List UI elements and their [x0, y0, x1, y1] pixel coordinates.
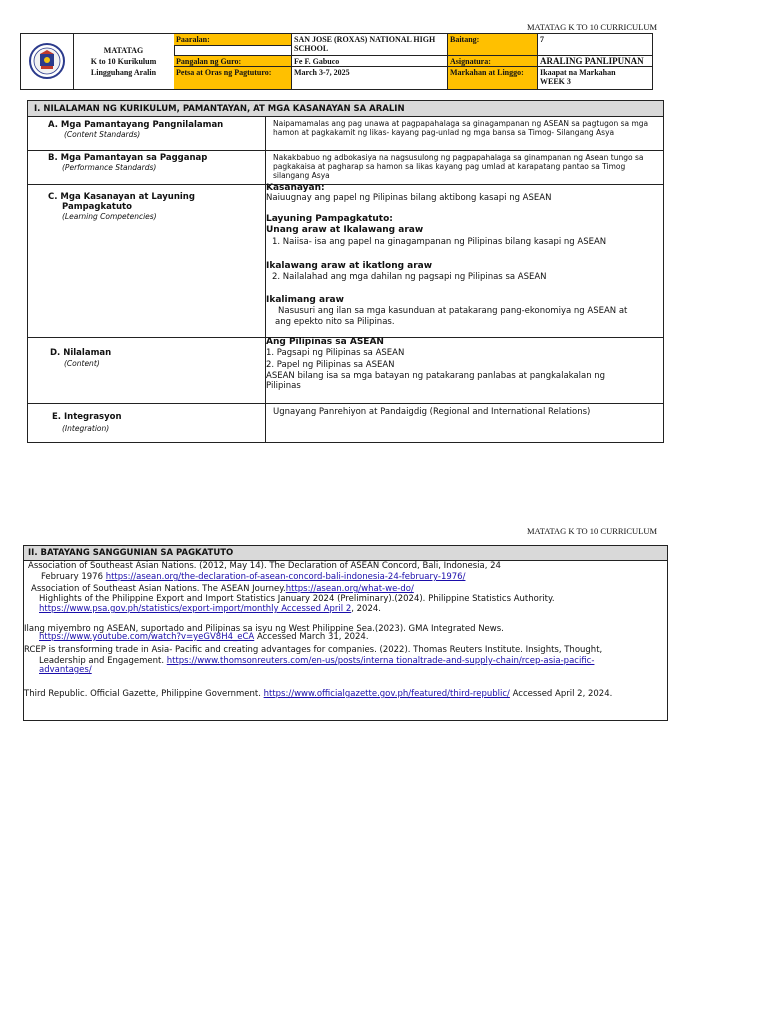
integrasyon-text: Ugnayang Panrehiyon at Pandaigdig (Regional and International Relations)	[273, 407, 591, 417]
deped-seal-icon	[21, 34, 73, 89]
reference-5a: RCEP is transforming trade in Asia- Pacific and creating advantages for companies. (2022). Thomas Reuters Institute. Insights, Thought,	[24, 645, 603, 655]
row-e-label: E. Integrasyon	[52, 412, 122, 422]
reference-3a: Highlights of the Philippine Export and Import Statistics January 2024 (Preliminary).(2024). Philippine Statistics Authority.	[39, 594, 555, 604]
reference-2-text: Association of Southeast Asian Nations. The ASEAN Journey.	[31, 584, 286, 594]
row-b-text: Nakakbabuo ng adbokasiya na nagsusulong ng pagpapahalaga sa ginampanan ng Asean tungo sa pagkakaisa at pagharap sa hamon sa likas kayang pag umlad at karapatang pantao sa Timog silangang Asya	[273, 153, 644, 180]
markahan-label: Markahan at Linggo:	[448, 67, 538, 89]
paaralan-label: Paaralan:	[174, 34, 292, 46]
nilalaman-heading: Ang Pilipinas sa ASEAN	[266, 337, 384, 347]
markahan-quarter: Ikaapat na Markahan	[540, 68, 616, 77]
lesson-header-table	[20, 33, 653, 90]
form-title	[73, 34, 175, 89]
column-divider	[265, 117, 266, 442]
reference-1-text: February 1976	[41, 572, 106, 582]
reference-4-tail: Accessed March 31, 2024.	[254, 632, 369, 642]
day5-heading: Ikalimang araw	[266, 295, 344, 305]
reference-3-tail: , 2024.	[351, 604, 381, 614]
reference-2-link[interactable]: https://asean.org/what-we-do/	[285, 584, 414, 594]
nilalaman-item-1: 1. Pagsapi ng Pilipinas sa ASEAN	[266, 348, 405, 358]
asignatura-value: ARALING PANLIPUNAN	[538, 56, 652, 67]
day1-item: 1. Naiisa- isa ang papel na ginagampanan ng Pilipinas bilang kasapi ng ASEAN	[272, 237, 607, 247]
reference-6	[24, 689, 612, 700]
form-title-line-3: Lingguhang Aralin	[90, 68, 157, 77]
row-b-label: B. Mga Pamantayan sa Pagganap	[48, 153, 208, 163]
reference-5-link-2[interactable]: advantages/	[39, 665, 92, 675]
form-title-line-2: K to 10 Kurikulum	[90, 57, 157, 66]
row-a-text: Naipamamalas ang pag unawa at pagpapahalaga sa ginagampanan ng ASEAN sa pagtugon sa mga hamon at pagkakamit ng likas- kayang pag-unlad ng mga bansa sa Timog- Silangang Asya	[273, 119, 649, 137]
nilalaman-item-3a: ASEAN bilang isa sa mga batayan ng patakarang panlabas at pangkalakalan ng	[266, 371, 606, 381]
row-c-label-1: C. Mga Kasanayan at Layuning	[48, 192, 195, 202]
reference-4a: Ilang miyembro ng ASEAN, suportado and Pilipinas sa isyu ng West Philippine Sea.(2023). GMA Integrated News.	[24, 624, 504, 634]
row-e-sub: (Integration)	[62, 424, 110, 433]
reference-1-link[interactable]: https://asean.org/the-declaration-of-asean-concord-bali-indonesia-24-february-1976/	[105, 572, 466, 582]
reference-6-link[interactable]: https://www.officialgazette.gov.ph/featured/third-republic/	[263, 689, 510, 699]
paaralan-spacer	[174, 46, 292, 56]
kasanayan-text: Naiuugnay ang papel ng Pilipinas bilang aktibong kasapi ng ASEAN	[266, 193, 552, 203]
section-1-heading: I. NILALAMAN NG KURIKULUM, PAMANTAYAN, AT MGA KASANAYAN SA ARALIN	[28, 101, 663, 117]
reference-4b	[39, 632, 369, 643]
section-2-table	[23, 545, 668, 721]
baitang-label: Baitang:	[448, 34, 538, 56]
row-divider	[28, 403, 663, 404]
reference-5b	[39, 656, 594, 667]
paaralan-value: SAN JOSE (ROXAS) NATIONAL HIGH SCHOOL	[292, 34, 448, 56]
row-d-label: D. Nilalaman	[50, 348, 112, 358]
reference-5c	[39, 665, 92, 676]
curriculum-label: MATATAG K TO 10 CURRICULUM	[527, 22, 658, 32]
guro-label: Pangalan ng Guro:	[174, 56, 292, 67]
row-c-label-2: Pampagkatuto	[62, 202, 132, 212]
row-c-sub: (Learning Competencies)	[62, 212, 157, 221]
markahan-week: WEEK 3	[540, 77, 571, 86]
row-divider	[28, 150, 663, 151]
nilalaman-item-2: 2. Papel ng Pilipinas sa ASEAN	[266, 360, 395, 370]
day5-item-2: ang epekto nito sa Pilipinas.	[275, 317, 395, 327]
reference-1b	[41, 572, 465, 583]
section-2-heading: II. BATAYANG SANGGUNIAN SA PAGKATUTO	[24, 546, 667, 561]
kasanayan-heading: Kasanayan:	[266, 183, 325, 193]
reference-3-link[interactable]: https://www.psa.gov.ph/statistics/export-import/monthly Accessed April 2	[39, 604, 352, 614]
layunin-heading: Layuning Pampagkatuto:	[266, 214, 393, 224]
reference-5-text: Leadership and Engagement.	[39, 656, 167, 666]
guro-value: Fe F. Gabuco	[292, 56, 448, 67]
form-title-line-1: MATATAG	[103, 46, 144, 55]
row-d-sub: (Content)	[64, 359, 100, 368]
petsa-value: March 3-7, 2025	[292, 67, 448, 89]
reference-4-link[interactable]: https://www.youtube.com/watch?v=yeGV8H4_eCA	[39, 632, 255, 642]
row-divider	[28, 184, 663, 185]
day5-item-1: Nasusuri ang ilan sa mga kasunduan at patakarang pang-ekonomiya ng ASEAN at	[278, 306, 628, 316]
day1-heading: Unang araw at Ikalawang araw	[266, 225, 424, 235]
deped-seal-cell	[21, 34, 74, 89]
markahan-value	[538, 67, 652, 89]
row-b-sub: (Performance Standards)	[62, 163, 157, 172]
reference-6-tail: Accessed April 2, 2024.	[509, 689, 613, 699]
reference-2	[31, 584, 414, 595]
day2-item: 2. Nailalahad ang mga dahilan ng pagsapi ng Pilipinas sa ASEAN	[272, 272, 547, 282]
section-1-table	[27, 100, 664, 443]
reference-6-text: Third Republic. Official Gazette, Philippine Government.	[24, 689, 264, 699]
reference-5-link[interactable]: https://www.thomsonreuters.com/en-us/posts/interna tionaltrade-and-supply-chain/rcep-asia-pacific-	[166, 656, 595, 666]
baitang-value: 7	[538, 34, 652, 56]
reference-3b	[39, 604, 381, 615]
day2-heading: Ikalawang araw at ikatlong araw	[266, 261, 433, 271]
row-a-sub: (Content Standards)	[64, 130, 141, 139]
nilalaman-item-3b: Pilipinas	[266, 381, 301, 391]
asignatura-label: Asignatura:	[448, 56, 538, 67]
reference-1a: Association of Southeast Asian Nations. (2012, May 14). The Declaration of ASEAN Concord, Bali, Indonesia, 24	[28, 561, 501, 571]
row-a-label: A. Mga Pamantayang Pangnilalaman	[48, 120, 224, 130]
curriculum-label-2: MATATAG K TO 10 CURRICULUM	[527, 526, 658, 536]
petsa-label: Petsa at Oras ng Pagtuturo:	[174, 67, 292, 89]
